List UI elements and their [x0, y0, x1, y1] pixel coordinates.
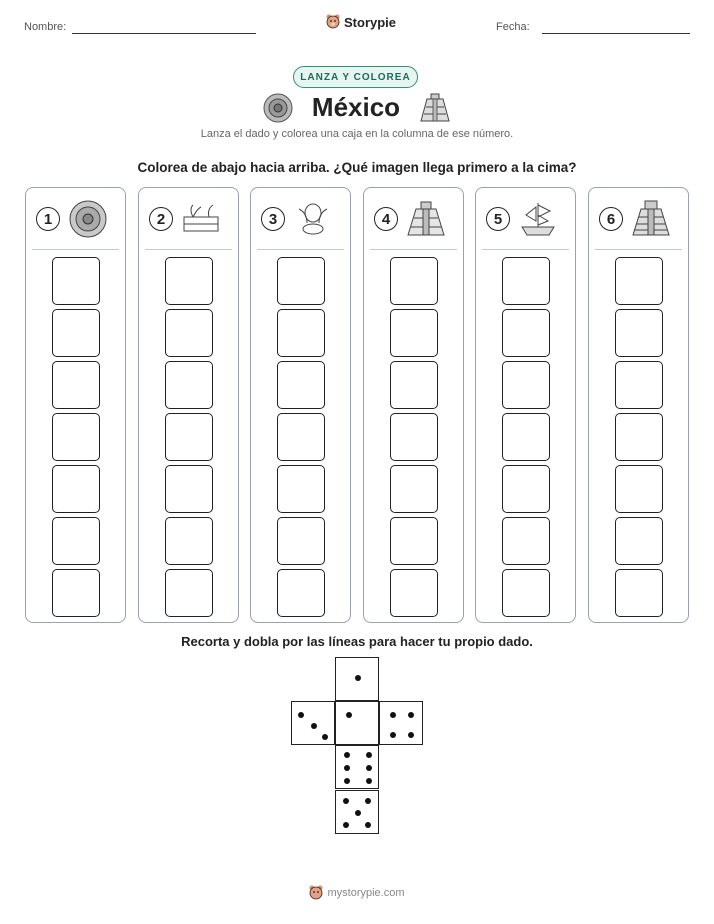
die-instruction: Recorta y dobla por las líneas para hacer tu propio dado. — [181, 634, 533, 649]
die-pip — [355, 810, 361, 816]
aztec-calendar-icon — [68, 199, 108, 244]
die-pip — [343, 798, 349, 804]
color-box[interactable] — [52, 465, 100, 513]
die-pip — [311, 723, 317, 729]
footer — [0, 885, 714, 901]
die-pip — [408, 712, 414, 718]
brand-name: Storypie — [344, 14, 397, 30]
die-pip — [365, 822, 371, 828]
color-box[interactable] — [615, 257, 663, 305]
column-number: 4 — [374, 207, 398, 231]
color-box[interactable] — [165, 569, 213, 617]
column-6 — [588, 187, 689, 623]
color-box[interactable] — [615, 361, 663, 409]
activity-badge: LANZA Y COLOREA — [293, 66, 418, 88]
die-face-1 — [335, 657, 379, 701]
color-box[interactable] — [502, 413, 550, 461]
die-pip — [344, 778, 350, 784]
die-pip — [355, 675, 361, 681]
color-box[interactable] — [165, 465, 213, 513]
die-face-6 — [335, 745, 379, 789]
color-box[interactable] — [390, 257, 438, 305]
color-box[interactable] — [52, 257, 100, 305]
column-2 — [138, 187, 239, 623]
die-pip — [346, 712, 352, 718]
column-4 — [363, 187, 464, 623]
storypie-bear-icon — [309, 885, 323, 901]
die-pip — [298, 712, 304, 718]
column-1 — [25, 187, 126, 623]
die-pip — [408, 732, 414, 738]
stepped-pyramid-icon — [631, 199, 671, 244]
die-pip — [390, 732, 396, 738]
column-number: 6 — [599, 207, 623, 231]
color-box[interactable] — [52, 413, 100, 461]
column-divider — [482, 249, 569, 250]
column-number: 5 — [486, 207, 510, 231]
name-label: Nombre: — [24, 21, 67, 33]
column-number: 1 — [36, 207, 60, 231]
color-box[interactable] — [52, 517, 100, 565]
color-box[interactable] — [615, 517, 663, 565]
date-label: Fecha: — [496, 21, 530, 33]
color-box[interactable] — [502, 517, 550, 565]
die-pip — [344, 752, 350, 758]
color-box[interactable] — [615, 465, 663, 513]
color-box[interactable] — [277, 413, 325, 461]
pyramid-icon — [419, 93, 451, 123]
color-box[interactable] — [502, 257, 550, 305]
brand-logo — [326, 14, 396, 30]
die-face-3 — [291, 701, 335, 745]
column-3 — [250, 187, 351, 623]
die-pip — [344, 765, 350, 771]
die-pip — [343, 822, 349, 828]
die-face-4 — [379, 701, 423, 745]
color-box[interactable] — [277, 569, 325, 617]
column-number: 3 — [261, 207, 285, 231]
die-face-1 — [335, 701, 379, 745]
die-pip — [322, 734, 328, 740]
color-box[interactable] — [277, 309, 325, 357]
footer-site[interactable]: mystorypie.com — [327, 887, 405, 899]
color-box[interactable] — [615, 309, 663, 357]
column-divider — [257, 249, 344, 250]
color-box[interactable] — [390, 517, 438, 565]
color-box[interactable] — [390, 309, 438, 357]
storypie-bear-icon — [326, 14, 340, 30]
title-row — [0, 92, 714, 123]
color-box[interactable] — [502, 309, 550, 357]
color-box[interactable] — [390, 361, 438, 409]
subtitle: Lanza el dado y colorea una caja en la columna de ese número. — [200, 128, 514, 140]
color-box[interactable] — [165, 517, 213, 565]
name-line[interactable] — [72, 33, 256, 34]
color-box[interactable] — [277, 257, 325, 305]
die-pip — [366, 778, 372, 784]
sailing-ship-icon — [518, 199, 558, 244]
color-box[interactable] — [52, 309, 100, 357]
color-box[interactable] — [277, 465, 325, 513]
color-box[interactable] — [165, 257, 213, 305]
date-line[interactable] — [542, 33, 690, 34]
column-divider — [32, 249, 119, 250]
column-5 — [475, 187, 576, 623]
aztec-calendar-icon — [263, 93, 293, 123]
color-box[interactable] — [390, 569, 438, 617]
eagle-emblem-icon — [293, 199, 333, 244]
color-box[interactable] — [165, 413, 213, 461]
die-pip — [366, 765, 372, 771]
instruction: Colorea de abajo hacia arriba. ¿Qué imagen llega primero a la cima? — [137, 160, 577, 175]
color-box[interactable] — [502, 361, 550, 409]
pyramid-icon — [406, 199, 446, 244]
color-box[interactable] — [390, 465, 438, 513]
die-pip — [390, 712, 396, 718]
column-divider — [595, 249, 682, 250]
column-divider — [145, 249, 232, 250]
color-box[interactable] — [52, 569, 100, 617]
die-face-5 — [335, 790, 379, 834]
page-title: México — [311, 92, 401, 122]
color-box[interactable] — [390, 413, 438, 461]
chinampa-garden-icon — [181, 199, 221, 244]
color-box[interactable] — [165, 361, 213, 409]
color-box[interactable] — [615, 569, 663, 617]
color-box[interactable] — [277, 517, 325, 565]
color-box[interactable] — [165, 309, 213, 357]
die-pip — [365, 798, 371, 804]
color-box[interactable] — [502, 569, 550, 617]
column-number: 2 — [149, 207, 173, 231]
color-box[interactable] — [277, 361, 325, 409]
column-divider — [370, 249, 457, 250]
color-box[interactable] — [615, 413, 663, 461]
color-box[interactable] — [52, 361, 100, 409]
color-box[interactable] — [502, 465, 550, 513]
die-pip — [366, 752, 372, 758]
